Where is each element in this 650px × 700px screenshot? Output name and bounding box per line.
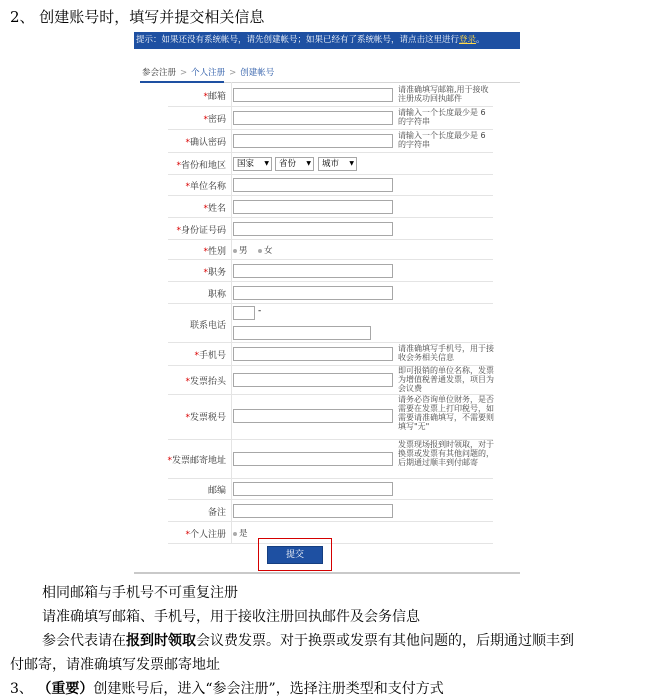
position-label <box>168 265 226 278</box>
step-3-important: （重要） <box>37 681 94 697</box>
region-row <box>168 153 493 175</box>
required-mark: * <box>185 182 190 192</box>
position-row <box>168 260 493 282</box>
position-label-text: 职务 <box>207 268 226 278</box>
country-select[interactable] <box>233 157 272 171</box>
org-label-text: 单位名称 <box>189 182 226 192</box>
gender-male-label: 男 <box>239 246 248 256</box>
chevron-down-icon: ▼ <box>264 160 269 167</box>
breadcrumb-active-bar <box>140 81 224 83</box>
breadcrumb-item-register[interactable]: 参会注册 <box>142 68 177 78</box>
phone-number-field[interactable] <box>233 326 371 340</box>
note-unique: 相同邮箱与手机号不可重复注册 <box>42 585 238 601</box>
city-select-value: 城市 <box>322 159 340 169</box>
required-mark: * <box>203 268 208 278</box>
confirm-password-hint: 请输入一个长度最少是 6 的字符串 <box>398 131 486 149</box>
title-row <box>168 282 493 304</box>
confirm-password-row <box>168 130 493 153</box>
required-mark: * <box>185 377 190 387</box>
password-hint: 请输入一个长度最少是 6 的字符串 <box>398 108 486 126</box>
name-field[interactable] <box>233 200 393 214</box>
tip-bar <box>134 32 520 49</box>
tax-number-label-text: 发票税号 <box>189 413 226 423</box>
region-label-text: 省份和地区 <box>180 161 226 171</box>
invoice-title-label <box>168 374 226 387</box>
breadcrumb-item-create[interactable]: 创建帐号 <box>240 68 275 78</box>
invoice-address-row <box>168 440 493 479</box>
required-mark: * <box>203 204 208 214</box>
zip-label: 邮编 <box>207 486 226 496</box>
radio-dot-icon <box>258 249 262 253</box>
password-field[interactable] <box>233 111 393 125</box>
org-row <box>168 175 493 196</box>
required-mark: * <box>203 115 208 125</box>
org-label <box>168 179 226 192</box>
invoice-address-label-text: 发票邮寄地址 <box>171 456 226 466</box>
region-label <box>168 158 226 171</box>
gender-female-radio[interactable] <box>258 244 273 256</box>
mobile-label <box>168 348 226 361</box>
email-label <box>168 89 226 102</box>
invoice-title-field[interactable] <box>233 373 393 387</box>
breadcrumb-separator: > <box>229 68 237 78</box>
breadcrumb-item-personal[interactable]: 个人注册 <box>191 68 226 78</box>
required-mark: * <box>194 351 199 361</box>
city-select[interactable] <box>318 157 357 171</box>
tax-number-row <box>168 395 493 440</box>
radio-dot-icon <box>233 532 237 536</box>
step-2-heading: 2、 创建账号时，填写并提交相关信息 <box>10 8 265 26</box>
phone-row <box>168 304 493 343</box>
tip-end: 。 <box>476 35 485 45</box>
province-select[interactable] <box>275 157 314 171</box>
id-number-label-text: 身份证号码 <box>180 226 226 236</box>
remark-field[interactable] <box>233 504 393 518</box>
gender-row <box>168 240 493 260</box>
invoice-title-label-text: 发票抬头 <box>189 377 226 387</box>
confirm-password-label-text: 确认密码 <box>189 138 226 148</box>
required-mark: * <box>176 161 181 171</box>
step-3-heading <box>10 678 444 698</box>
tax-number-label <box>168 410 226 423</box>
password-label-text: 密码 <box>207 115 226 125</box>
remark-row <box>168 500 493 522</box>
breadcrumb-separator: > <box>180 68 188 78</box>
required-mark: * <box>203 247 208 257</box>
para-part-c: 会议费发票。对于换票或发票有其他问题的，后期通过顺丰到 <box>196 633 574 649</box>
email-hint: 请准确填写邮箱,用于接收注册成功回执邮件 <box>398 85 489 103</box>
radio-dot-icon <box>233 249 237 253</box>
confirm-password-field[interactable] <box>233 134 393 148</box>
org-field[interactable] <box>233 178 393 192</box>
id-number-field[interactable] <box>233 222 393 236</box>
invoice-paragraph-line1 <box>42 630 574 650</box>
mobile-field[interactable] <box>233 347 393 361</box>
name-label-text: 姓名 <box>207 204 226 214</box>
position-field[interactable] <box>233 264 393 278</box>
email-row <box>168 84 493 107</box>
invoice-title-row <box>168 366 493 395</box>
tip-text: 提示：如果还没有系统帐号，请先创建帐号；如果已经有了系统帐号，请点击这里进行 <box>136 35 460 45</box>
note-accurate: 请准确填写邮箱、手机号，用于接收注册回执邮件及会务信息 <box>42 609 420 625</box>
gender-label <box>168 244 226 257</box>
zip-row <box>168 479 493 500</box>
name-label <box>168 201 226 214</box>
mobile-label-text: 手机号 <box>198 351 226 361</box>
login-link[interactable]: 登录 <box>459 35 477 45</box>
chevron-down-icon: ▼ <box>349 160 354 167</box>
password-row <box>168 107 493 130</box>
required-mark: * <box>185 138 190 148</box>
zip-field[interactable] <box>233 482 393 496</box>
personal-register-value: 是 <box>239 529 248 539</box>
invoice-paragraph-line2: 付邮寄，请准确填写发票邮寄地址 <box>10 657 220 673</box>
country-select-value: 国家 <box>237 159 255 169</box>
name-row <box>168 196 493 218</box>
required-mark: * <box>185 413 190 423</box>
breadcrumb-underline <box>140 82 520 83</box>
invoice-address-hint: 发票现场报到时领取，对于换票或发票有其他问题的，后期通过顺丰到付邮寄 <box>398 440 494 467</box>
step-3-text: 创建账号后，进入“参会注册”，选择注册类型和支付方式 <box>93 681 444 697</box>
phone-dash: - <box>258 306 262 316</box>
title-field[interactable] <box>233 286 393 300</box>
tax-number-hint: 请务必咨询单位财务，是否需要在发票上打印税号，如需要请准确填写，不需要则填写"无" <box>398 395 494 431</box>
email-field[interactable] <box>233 88 393 102</box>
password-label <box>168 112 226 125</box>
personal-register-label <box>168 527 226 540</box>
province-select-value: 省份 <box>279 159 297 169</box>
confirm-password-label <box>168 135 226 148</box>
invoice-address-field[interactable] <box>233 452 393 466</box>
gender-female-label: 女 <box>264 246 273 256</box>
invoice-address-label <box>162 453 226 466</box>
email-label-text: 邮箱 <box>207 92 226 102</box>
tax-number-field[interactable] <box>233 409 393 423</box>
required-mark: * <box>185 530 190 540</box>
step-3-number: 3、 <box>10 681 33 697</box>
id-number-row <box>168 218 493 240</box>
registration-screenshot <box>134 32 520 574</box>
breadcrumb <box>142 66 274 78</box>
para-part-bold: 报到时领取 <box>126 633 196 649</box>
phone-area-code-field[interactable] <box>233 306 255 320</box>
title-label: 职称 <box>207 290 226 300</box>
phone-label: 联系电话 <box>189 321 226 331</box>
chevron-down-icon: ▼ <box>306 160 311 167</box>
gender-label-text: 性别 <box>207 247 226 257</box>
submit-button[interactable]: 提交 <box>267 546 323 564</box>
personal-register-radio[interactable] <box>233 527 248 539</box>
required-mark: * <box>176 226 181 236</box>
personal-register-label-text: 个人注册 <box>189 530 226 540</box>
submit-highlight-box <box>258 538 332 571</box>
remark-label: 备注 <box>207 508 226 518</box>
required-mark: * <box>203 92 208 102</box>
required-mark: * <box>167 456 172 466</box>
para-part-a: 参会代表请在 <box>42 633 126 649</box>
id-number-label <box>168 223 226 236</box>
gender-male-radio[interactable] <box>233 244 248 256</box>
mobile-row <box>168 343 493 366</box>
mobile-hint: 请准确填写手机号，用于接收会务相关信息 <box>398 344 494 362</box>
invoice-title-hint: 即可报销的单位名称，发票为增值税普通发票，项目为会议费 <box>398 366 494 393</box>
